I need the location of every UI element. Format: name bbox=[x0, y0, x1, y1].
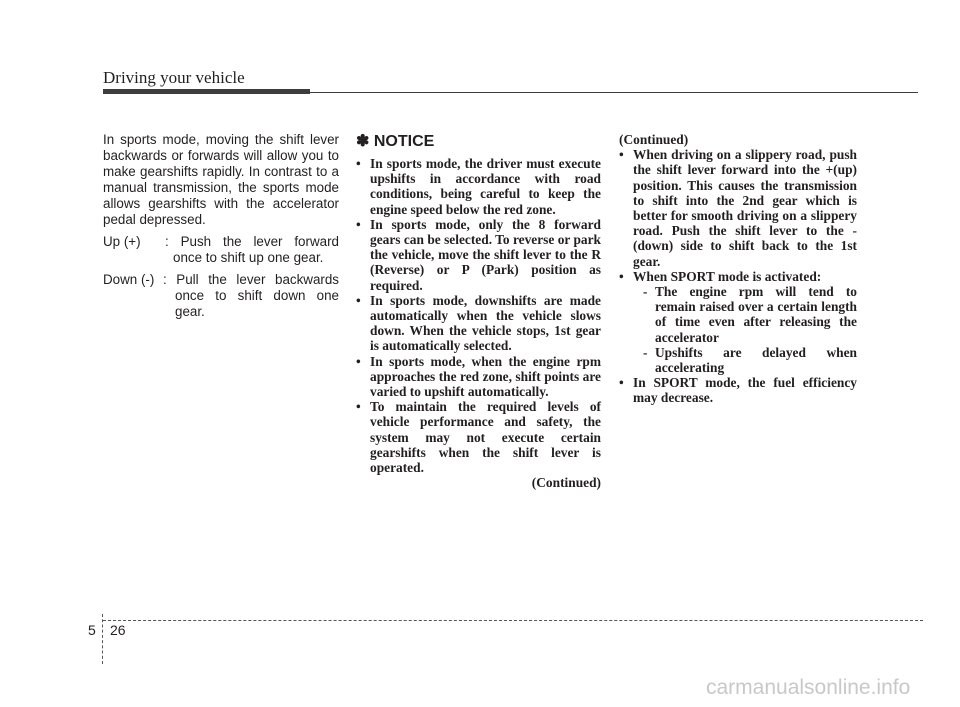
intro-paragraph: In sports mode, moving the shift lever backwards or forwards will allow you to make gearshifts rapidly. In contrast to a manual transmission, the sports mode allows gearshifts with the accelerator pedal depressed. bbox=[103, 132, 339, 227]
list-item: • In sports mode, only the 8 forward gears can be selected. To reverse or park the vehicle, move the shift lever to the R (Reverse) or P (Park) position as required. bbox=[356, 216, 601, 293]
notice-symbol-icon: ✽ bbox=[356, 133, 370, 150]
list-item: • When SPORT mode is activated: - The engine rpm will tend to remain raised over a certain length of time even after releasing the accelerator - Upshifts are delayed when accelerating bbox=[619, 268, 857, 376]
page-header-title: Driving your vehicle bbox=[103, 68, 245, 87]
list-item: • In SPORT mode, the fuel efficiency may decrease. bbox=[619, 375, 857, 406]
down-description: : Pull the lever backwards once to shift down one gear. bbox=[163, 272, 339, 319]
continued-label: (Continued) bbox=[531, 475, 601, 491]
list-item: • In sports mode, when the engine rpm approaches the red zone, shift points are varied to upshift automatically. bbox=[356, 353, 601, 400]
dash-icon: - bbox=[643, 344, 648, 360]
list-item: • In sports mode, the driver must execute upshifts in accordance with road conditions, being careful to keep the engine speed below the red zone. bbox=[356, 156, 601, 217]
down-term: Down (-) bbox=[103, 272, 155, 287]
notice-bullet-list bbox=[356, 156, 601, 475]
bullet-icon: • bbox=[619, 268, 624, 284]
down-definition bbox=[103, 272, 339, 320]
up-term: Up (+) bbox=[103, 234, 141, 249]
list-item: • When driving on a slippery road, push the shift lever forward into the +(up) position. This causes the transmission to shift into the 2nd gear which is better for smooth driving on a slippery road. Push the shift lever to the -(down) side to shift back to the 1st gear. bbox=[619, 147, 857, 269]
continued-heading: (Continued) bbox=[619, 132, 689, 147]
list-item: • To maintain the required levels of vehicle performance and safety, the system may not execute certain gearshifts when the shift lever is operated. bbox=[356, 399, 601, 476]
footer-vertical-rule bbox=[102, 614, 103, 664]
column-left bbox=[103, 132, 339, 326]
watermark: carmanualsonline.info bbox=[706, 676, 911, 699]
sport-mode-sublist bbox=[633, 284, 857, 375]
bullet-icon: • bbox=[356, 216, 361, 232]
bullet-icon: • bbox=[356, 353, 361, 369]
continued-bullet-list bbox=[619, 147, 857, 405]
bullet-icon: • bbox=[619, 375, 624, 391]
column-right bbox=[619, 132, 857, 406]
up-definition bbox=[103, 234, 339, 266]
up-description: : Push the lever forward once to shift up one gear. bbox=[165, 234, 339, 265]
list-item: • In sports mode, downshifts are made automatically when the vehicle slows down. When the vehicle stops, 1st gear is automatically selected. bbox=[356, 292, 601, 354]
bullet-icon: • bbox=[356, 399, 361, 415]
list-item: - The engine rpm will tend to remain raised over a certain length of time even after releasing the accelerator bbox=[643, 284, 857, 345]
page-number: 26 bbox=[110, 622, 126, 638]
dash-icon: - bbox=[643, 284, 648, 300]
bullet-icon: • bbox=[356, 156, 361, 171]
footer-rule bbox=[103, 620, 923, 621]
notice-title: NOTICE bbox=[373, 133, 435, 150]
notice-heading bbox=[356, 132, 601, 152]
header-rule-thin bbox=[310, 92, 918, 93]
header-rule-thick bbox=[103, 89, 310, 94]
list-item: - Upshifts are delayed when accelerating bbox=[643, 344, 857, 376]
bullet-icon: • bbox=[619, 147, 624, 163]
bullet-icon: • bbox=[356, 292, 361, 308]
chapter-number: 5 bbox=[88, 622, 96, 638]
notice-box bbox=[356, 132, 601, 490]
